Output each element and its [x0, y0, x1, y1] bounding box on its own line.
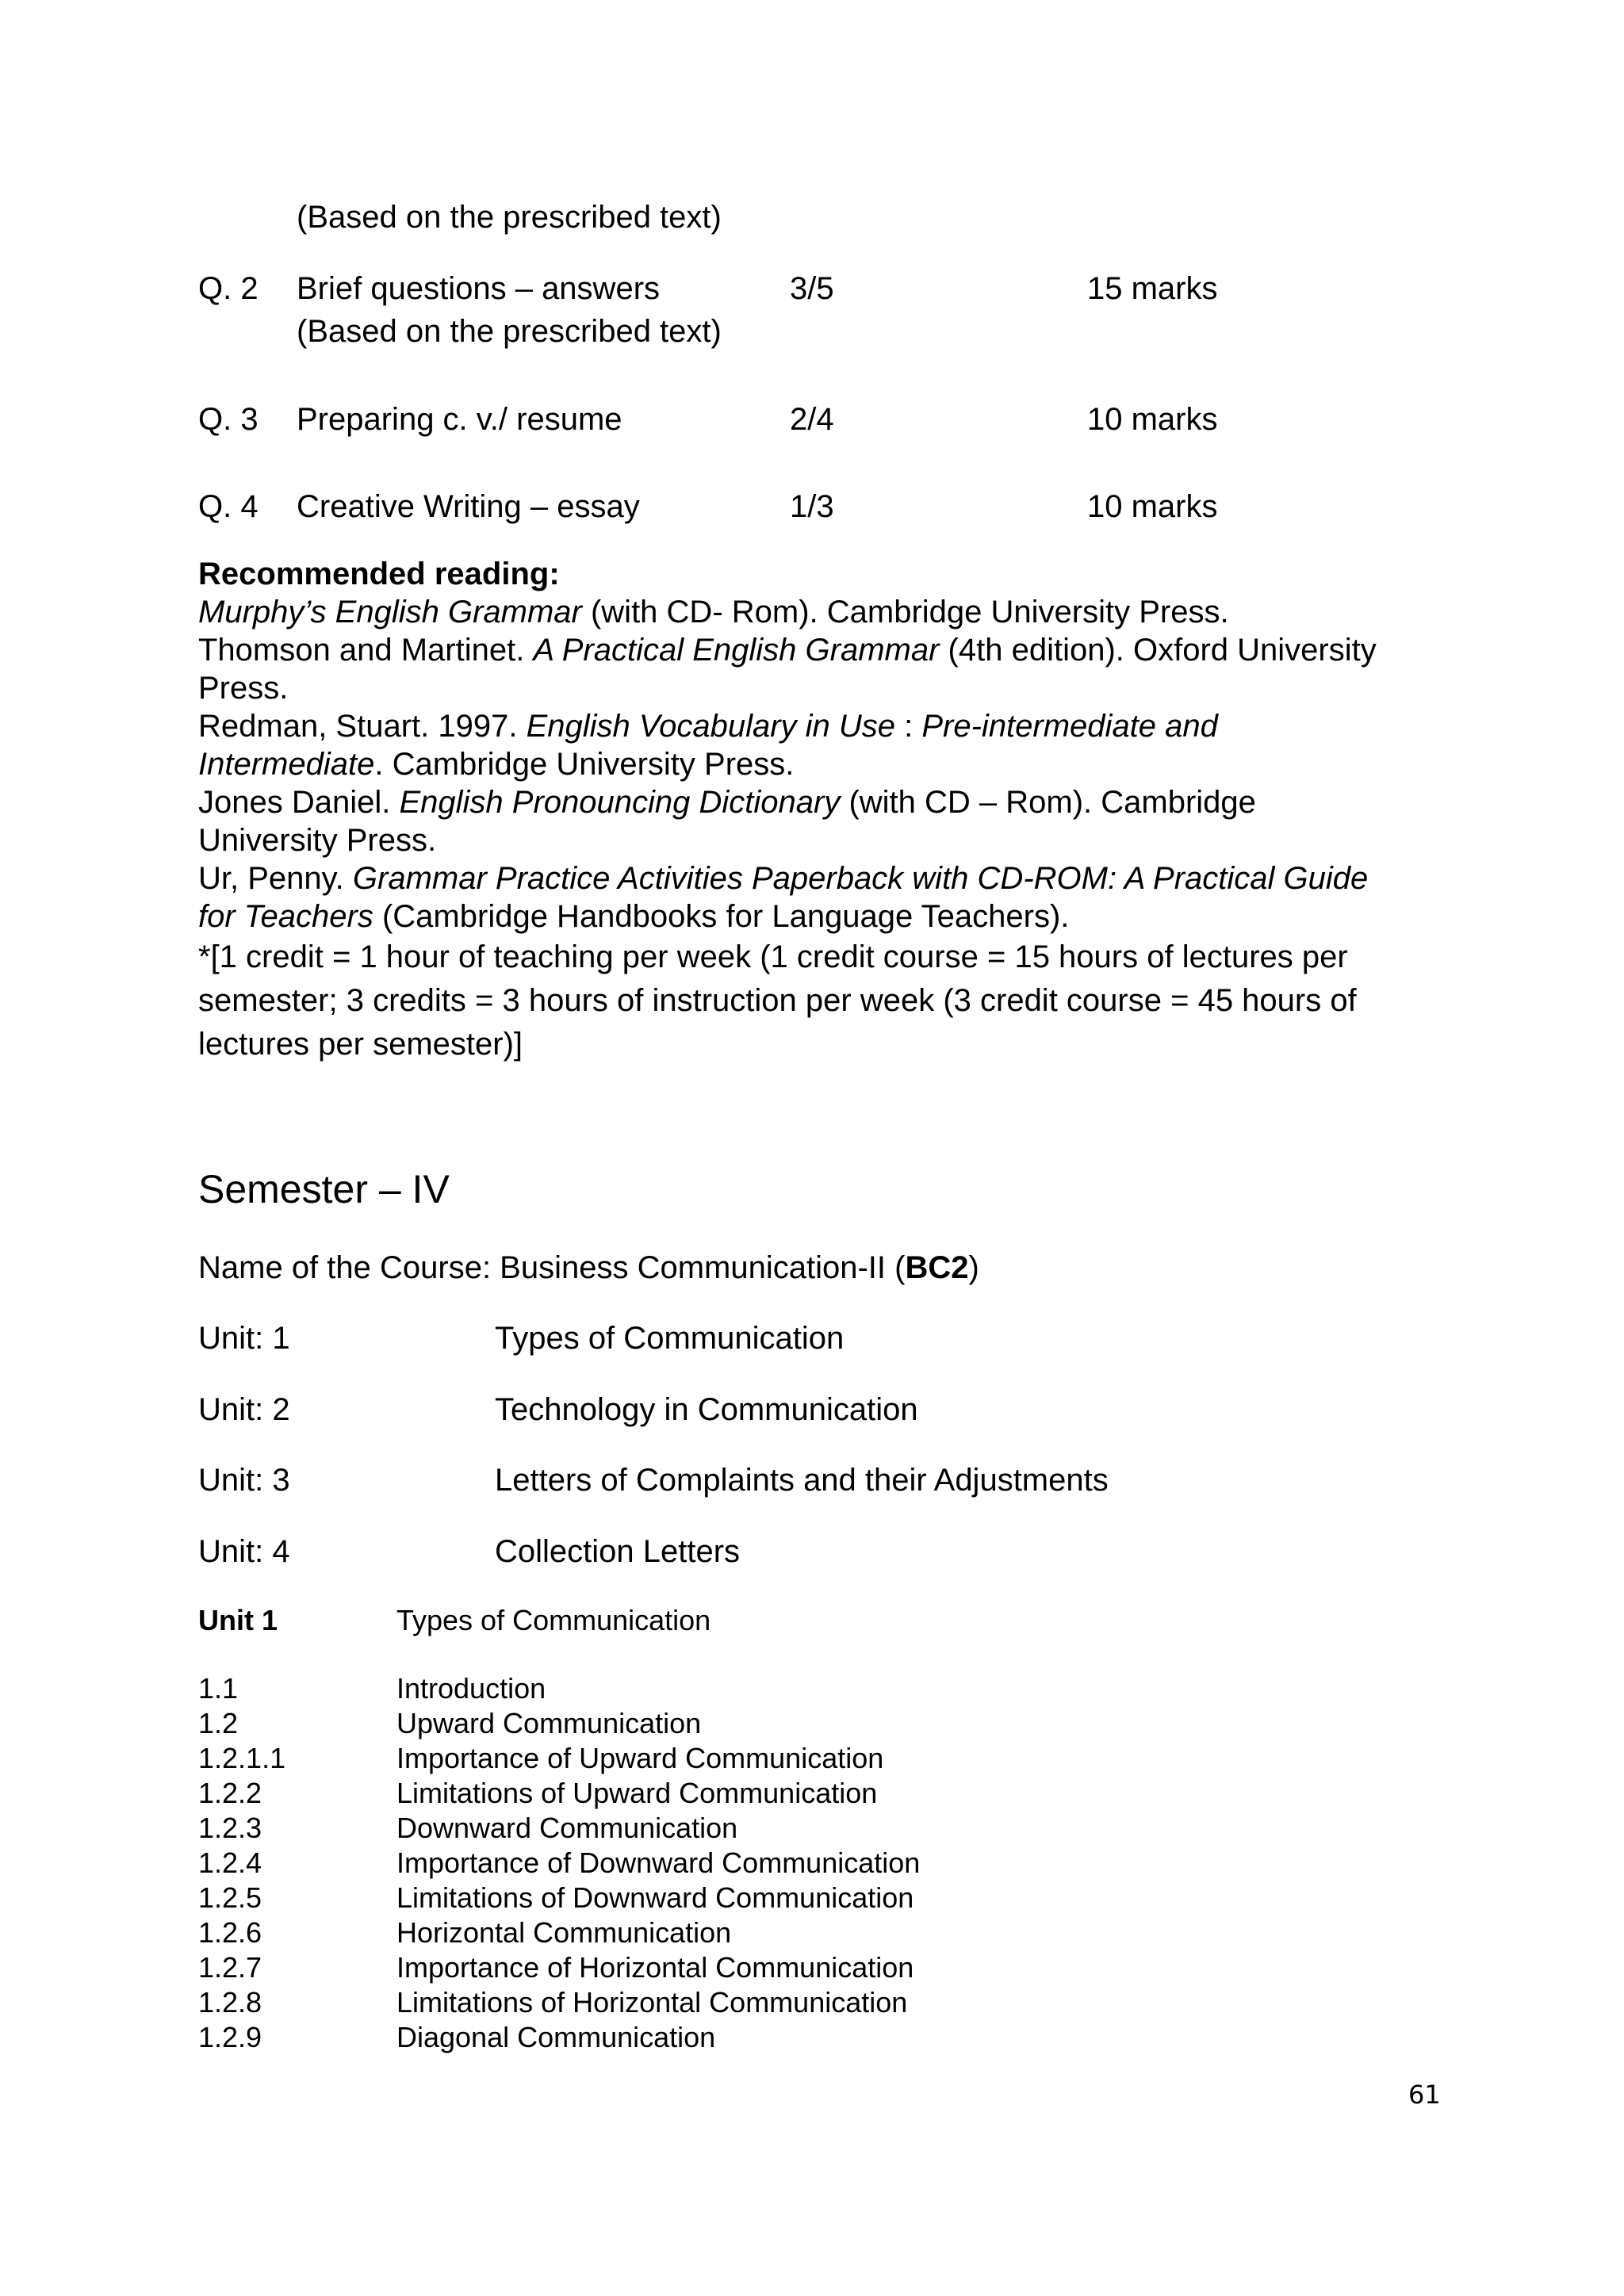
- reading-item-cont: University Press.: [198, 823, 437, 858]
- reading-item: [198, 593, 1435, 631]
- item-label: Diagonal Communication: [396, 2021, 716, 2053]
- item-label: Importance of Downward Communication: [396, 1846, 921, 1879]
- course-name-suffix: ): [968, 1250, 979, 1285]
- unit-title: Collection Letters: [495, 1534, 741, 1569]
- reading-text: (with CD- Rom). Cambridge University Press.: [581, 595, 1229, 629]
- item-label: Upward Communication: [396, 1707, 702, 1739]
- credit-line: semester; 3 credits = 3 hours of instruction per week (3 credit course = 45 hours of: [198, 983, 1357, 1018]
- item-label: Horizontal Communication: [396, 1916, 732, 1949]
- unit-label: Unit: 4: [198, 1534, 290, 1569]
- item-number: 1.2.2: [198, 1777, 262, 1809]
- reading-text: :: [895, 709, 922, 744]
- item-label: Limitations of Downward Communication: [396, 1881, 914, 1914]
- item-number: 1.2.7: [198, 1951, 262, 1984]
- reading-text: (with CD – Rom). Cambridge: [840, 785, 1256, 820]
- q2-choice: 3/5: [790, 271, 834, 306]
- item-number: 1.2.9: [198, 2021, 262, 2053]
- reading-item: [198, 707, 1435, 745]
- q4-title: Creative Writing – essay: [297, 489, 640, 524]
- unit-label: Unit: 3: [198, 1463, 290, 1498]
- item-label: Introduction: [396, 1672, 546, 1705]
- unit-label: Unit: 2: [198, 1392, 290, 1427]
- q3-number: Q. 3: [198, 402, 259, 437]
- q4-choice: 1/3: [790, 489, 834, 524]
- item-label: Importance of Horizontal Communication: [396, 1951, 914, 1984]
- book-title: English Pronouncing Dictionary: [399, 785, 841, 820]
- reading-item: [198, 783, 1435, 821]
- reading-text: Jones Daniel.: [198, 785, 400, 820]
- reading-text: Ur, Penny.: [198, 861, 353, 896]
- semester-title: Semester – IV: [198, 1167, 450, 1211]
- unit1-label: Unit 1: [198, 1604, 278, 1636]
- q1-note: (Based on the prescribed text): [297, 200, 722, 235]
- unit-title: Letters of Complaints and their Adjustments: [495, 1463, 1109, 1498]
- item-number: 1.2.6: [198, 1916, 262, 1949]
- reading-text: (4th edition). Oxford University: [939, 633, 1377, 668]
- book-title: Pre-intermediate and: [921, 709, 1218, 744]
- reading-item-cont: [198, 745, 1435, 783]
- credit-note: [198, 936, 1435, 1066]
- item-number: 1.2.8: [198, 1986, 262, 2019]
- reading-text: (Cambridge Handbooks for Language Teachers).: [373, 899, 1070, 934]
- reading-text: Thomson and Martinet.: [198, 633, 534, 668]
- book-title: Murphy’s English Grammar: [198, 595, 582, 629]
- book-title: Grammar Practice Activities Paperback with CD-ROM: A Practical Guide: [352, 861, 1369, 896]
- unit-title: Types of Communication: [495, 1321, 845, 1356]
- recommended-reading: [198, 555, 1435, 936]
- reading-item: [198, 631, 1435, 669]
- item-number: 1.2.1.1: [198, 1742, 286, 1774]
- reading-item-cont: Press.: [198, 671, 289, 706]
- item-label: Importance of Upward Communication: [396, 1742, 884, 1774]
- credit-line: *[1 credit = 1 hour of teaching per week (1 credit course = 15 hours of lectures per: [198, 939, 1348, 974]
- unit-title: Technology in Communication: [495, 1392, 918, 1427]
- q2-marks: 15 marks: [1087, 271, 1218, 306]
- q2-title: Brief questions – answers: [297, 271, 661, 306]
- item-number: 1.1: [198, 1672, 239, 1705]
- item-label: Limitations of Horizontal Communication: [396, 1986, 908, 2019]
- q2-note: (Based on the prescribed text): [297, 314, 722, 349]
- q3-choice: 2/4: [790, 402, 834, 437]
- item-number: 1.2.5: [198, 1881, 262, 1914]
- book-title: A Practical English Grammar: [533, 633, 940, 668]
- item-number: 1.2: [198, 1707, 239, 1739]
- course-name: [198, 1249, 979, 1287]
- q4-number: Q. 4: [198, 489, 259, 524]
- reading-text: Redman, Stuart. 1997.: [198, 709, 527, 744]
- reading-item: [198, 859, 1435, 897]
- book-title: for Teachers: [198, 899, 373, 934]
- book-title: English Vocabulary in Use: [526, 709, 896, 744]
- reading-heading: Recommended reading:: [198, 557, 560, 591]
- q2-number: Q. 2: [198, 271, 259, 306]
- item-label: Limitations of Upward Communication: [396, 1777, 878, 1809]
- unit-label: Unit: 1: [198, 1321, 290, 1356]
- item-number: 1.2.4: [198, 1846, 262, 1879]
- reading-item-cont: [198, 897, 1435, 936]
- unit1-title: Types of Communication: [396, 1604, 711, 1636]
- q3-title: Preparing c. v./ resume: [297, 402, 622, 437]
- reading-text: . Cambridge University Press.: [374, 747, 795, 782]
- credit-line: lectures per semester)]: [198, 1027, 523, 1062]
- page-number: 61: [1408, 2080, 1441, 2110]
- q4-marks: 10 marks: [1087, 489, 1218, 524]
- course-name-prefix: Name of the Course: Business Communication-II (: [198, 1250, 906, 1285]
- q3-marks: 10 marks: [1087, 402, 1218, 437]
- item-number: 1.2.3: [198, 1812, 262, 1844]
- book-title: Intermediate: [198, 747, 375, 782]
- item-label: Downward Communication: [396, 1812, 738, 1844]
- course-code: BC2: [905, 1250, 969, 1285]
